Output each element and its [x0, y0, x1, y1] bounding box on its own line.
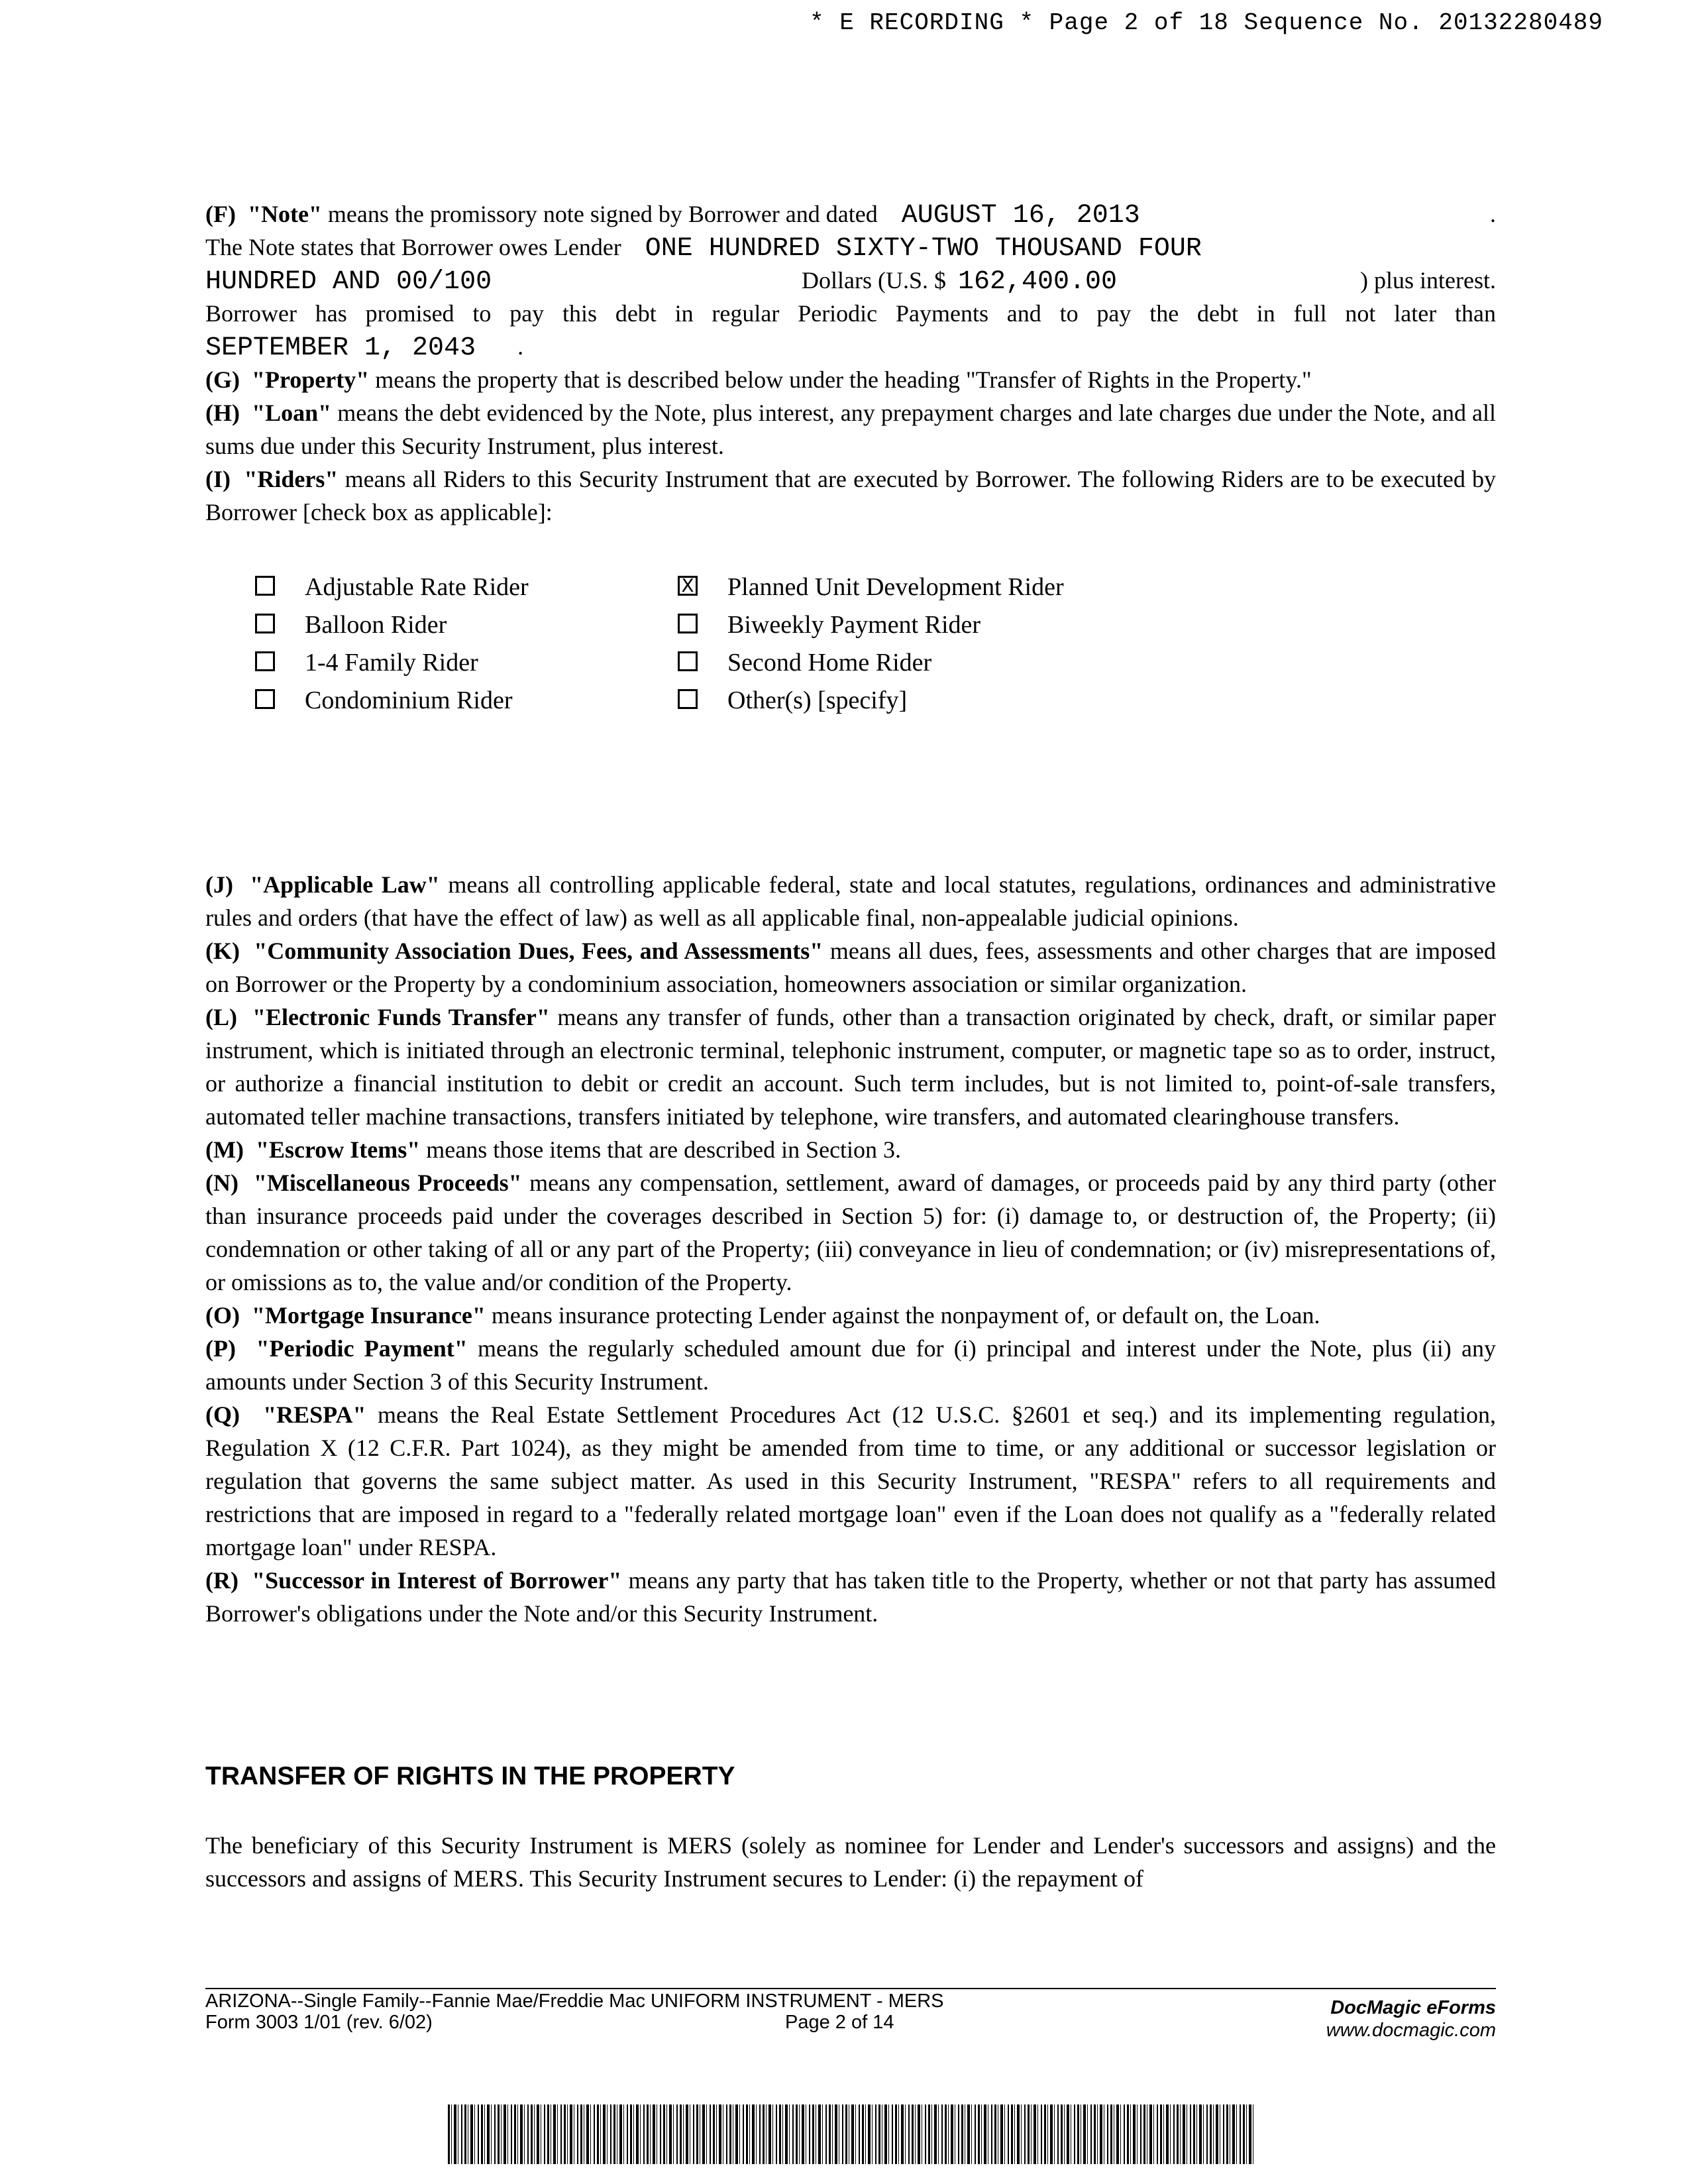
note-date: AUGUST 16, 2013	[901, 201, 1140, 231]
def-i: (I) "Riders" means all Riders to this Security Instrument that are executed by Borrower. The following Riders are to be executed by Borrower [check box as applicable]:	[205, 466, 1497, 525]
def-g: (G) "Property" means the property that is described below under the heading "Transfer of Rights in the Property."	[205, 366, 1312, 393]
recording-header: * E RECORDING * Page 2 of 18 Sequence No. 20132280489	[810, 9, 1603, 36]
def-q: (Q) "RESPA" means the Real Estate Settlement Procedures Act (12 U.S.C. §2601 et seq.) and its implementing regulation, Regulation X (12 C.F.R. Part 1024), as they might be amended from time to time, or any additional or successor legislation or regulation that governs the same subject matter. As used in this Security Instrument, "RESPA" refers to all requirements and restrictions that are imposed in regard to a "federally related mortgage loan" even if the Loan does not qualify as a "federally related mortgage loan" under RESPA.	[205, 1401, 1497, 1560]
def-f: (F) "Note" means the promissory note signed by Borrower and dated AUGUST 16, 2013 .	[205, 201, 1496, 231]
def-p: (P) "Periodic Payment" means the regularly scheduled amount due for (i) principal and interest under the Note, plus (ii) any amounts under Section 3 of this Security Instrument.	[205, 1335, 1496, 1395]
docmagic-logo: DocMagic eForms	[1330, 1997, 1496, 2018]
rider-adjustable-rate: Adjustable Rate Rider	[255, 569, 666, 606]
loan-amount: 162,400.00	[958, 267, 1118, 297]
def-l: (L) "Electronic Funds Transfer" means any transfer of funds, other than a transaction originated by check, draft, or similar paper instrument, which is initiated through an electronic terminal, telephonic instrument, computer, or magnetic tape so as to order, instruct, or authorize a financial institution to debit or credit an account. Such term includes, but is not limited to, point-of-sale transfers, automated teller machine transactions, transfers initiated by telephone, wire transfers, and automated clearinghouse transfers.	[205, 1004, 1497, 1130]
rider-checkbox[interactable]	[255, 576, 275, 596]
definitions-bottom	[205, 868, 1496, 1630]
maturity-date: SEPTEMBER 1, 2043	[205, 333, 476, 363]
footer-page-number: Page 2 of 14	[785, 2012, 894, 2033]
rider-second-home: Second Home Rider	[678, 644, 1115, 682]
footer-rule	[205, 1988, 1496, 1989]
rider-checkbox[interactable]	[255, 689, 275, 709]
rider-planned-unit-development: X Planned Unit Development Rider	[678, 569, 1115, 606]
transfer-section	[205, 1760, 1496, 1895]
footer-form-title: ARIZONA--Single Family--Fannie Mae/Freddie Mac UNIFORM INSTRUMENT - MERS	[205, 1991, 944, 2012]
def-r: (R) "Successor in Interest of Borrower" means any party that has taken title to the Property, whether or not that party has assumed Borrower's obligations under the Note and/or this Security Instrument.	[205, 1567, 1497, 1627]
def-k: (K) "Community Association Dues, Fees, and Assessments" means all dues, fees, assessments and other charges that are imposed on Borrower or the Property by a condominium association, homeowners association or similar organization.	[205, 938, 1497, 997]
amount-words: ONE HUNDRED SIXTY-TWO THOUSAND FOUR	[645, 234, 1202, 264]
rider-condominium: Condominium Rider	[255, 682, 666, 720]
footer-form-number: Form 3003 1/01 (rev. 6/02)	[205, 2012, 433, 2033]
definitions-top: (F) "Note" means the promissory note signed by Borrower and dated AUGUST 16, 2013 . The Note states that Borrower owes Lender ONE HUNDRED SIXTY-TWO THOUSAND FOUR HUNDRED AND 00/100 Dollars (U.S. $ 162,400.00 ) plus interest. Borrower has promised to pay this debt in regular Periodic Payments and to pay the debt in full not later than SEPTEMBER 1, 2043 . (G) "Property" means the property that is described below under the heading "Transfer of Rights in the Property." (H) "Loan" means the debt evidenced by the Note, plus interest, any prepayment charges and late charges due under the Note, and all sums due under this Security Instrument, plus interest. (I) "Riders" means all Riders to this Security Instrument that are executed by Borrower. The following Riders are to be executed by Borrower [check box as applicable]:	[205, 197, 1496, 529]
rider-biweekly-payment: Biweekly Payment Rider	[678, 606, 1115, 644]
section-text: The beneficiary of this Security Instrument is MERS (solely as nominee for Lender and Lender's successors and assigns) and the successors and assigns of MERS. This Security Instrument secures to Lender: (i) the repayment of	[205, 1832, 1496, 1892]
def-o: (O) "Mortgage Insurance" means insurance protecting Lender against the nonpayment of, or default on, the Loan.	[205, 1302, 1320, 1329]
section-heading: TRANSFER OF RIGHTS IN THE PROPERTY	[205, 1762, 735, 1790]
def-n: (N) "Miscellaneous Proceeds" means any compensation, settlement, award of damages, or proceeds paid by any third party (other than insurance proceeds paid under the coverages described in Section 5) for: (i) damage to, or destruction of, the Property; (ii) condemnation or other taking of all or any part of the Property; (iii) conveyance in lieu of condemnation; or (iv) misrepresentations of, or omissions as to, the value and/or condition of the Property.	[205, 1170, 1497, 1295]
rider-1-4-family: 1-4 Family Rider	[255, 644, 666, 682]
rider-checkbox[interactable]	[678, 651, 698, 671]
barcode	[448, 2104, 1256, 2164]
rider-checkbox[interactable]	[255, 614, 275, 633]
def-h: (H) "Loan" means the debt evidenced by the Note, plus interest, any prepayment charges and late charges due under the Note, and all sums due under this Security Instrument, plus interest.	[205, 400, 1497, 459]
rider-checkbox[interactable]	[255, 651, 275, 671]
rider-checkbox[interactable]	[678, 614, 698, 633]
docmagic-url: www.docmagic.com	[1326, 2020, 1496, 2041]
rider-checkbox-checked[interactable]: X	[678, 576, 698, 596]
def-m: (M) "Escrow Items" means those items that are described in Section 3.	[205, 1136, 902, 1163]
rider-balloon: Balloon Rider	[255, 606, 666, 644]
rider-others: Other(s) [specify]	[678, 682, 1115, 720]
def-j: (J) "Applicable Law" means all controlling applicable federal, state and local statutes, regulations, ordinances and administrative rules and orders (that have the effect of law) as well as all applicable final, non-appealable judicial opinions.	[205, 871, 1497, 931]
rider-checkbox[interactable]	[678, 689, 698, 709]
